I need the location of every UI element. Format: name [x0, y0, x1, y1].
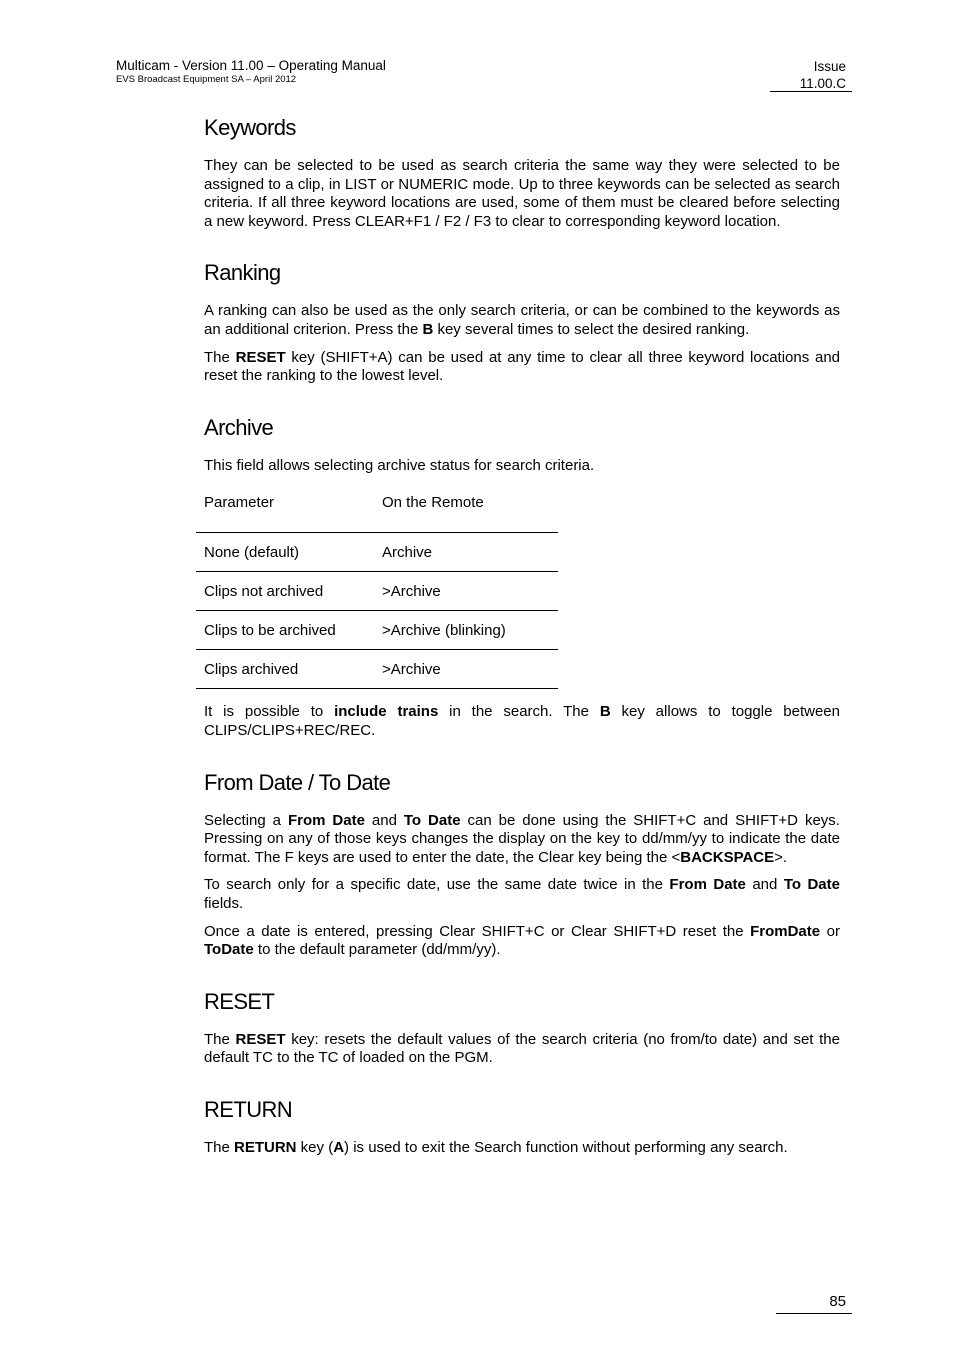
table-row: [196, 533, 558, 572]
return-paragraph: The RETURN key (A) is used to exit the Search function without performing any search.: [204, 1138, 788, 1156]
table-cell: >Archive: [374, 650, 558, 689]
page-number: 85: [829, 1293, 846, 1310]
page-content: [204, 114, 840, 1185]
section-ranking: [204, 259, 840, 385]
issue-label: Issue: [813, 59, 846, 74]
heading-ranking: Ranking: [204, 260, 281, 286]
publisher-line: EVS Broadcast Equipment SA – April 2012: [116, 74, 297, 85]
table-cell: Archive: [374, 533, 558, 572]
table-row: [196, 572, 558, 611]
table-row: [196, 611, 558, 650]
dates-paragraph-2: To search only for a specific date, use the same date twice in the From Date and To Date fields.: [204, 876, 840, 912]
heading-keywords: Keywords: [204, 115, 296, 140]
manual-title: Multicam - Version 11.00 – Operating Manual: [116, 58, 386, 73]
table-cell: None (default): [196, 533, 374, 572]
section-dates: [204, 769, 840, 960]
section-keywords: [204, 114, 840, 231]
table-cell: Clips to be archived: [196, 611, 374, 650]
heading-reset: RESET: [204, 988, 275, 1014]
section-archive: [204, 414, 840, 741]
heading-dates: From Date / To Date: [204, 769, 391, 795]
column-header: On the Remote: [374, 487, 558, 533]
ranking-paragraph-2: The RESET key (SHIFT+A) can be used at any time to clear all three keyword locations and reset the ranking to the lowest level.: [204, 348, 841, 385]
table-cell: Clips not archived: [196, 572, 374, 611]
table-header-row: [196, 487, 558, 533]
section-return: [204, 1096, 840, 1158]
archive-table: [196, 487, 558, 689]
page-header: [116, 58, 386, 86]
footer-rule: [776, 1313, 852, 1314]
dates-paragraph-3: Once a date is entered, pressing Clear SHIFT+C or Clear SHIFT+D reset the FromDate or ToDate to the default parameter (dd/mm/yy).: [204, 922, 840, 959]
table-cell: Clips archived: [196, 650, 374, 689]
ranking-paragraph-1: A ranking can also be used as the only search criteria, or can be combined to the keywords as an additional criterion. Press the B key several times to select the desired ranking.: [204, 302, 840, 338]
archive-intro: This field allows selecting archive status for search criteria.: [204, 456, 595, 474]
issue-block: [800, 58, 846, 92]
dates-paragraph-1: Selecting a From Date and To Date can be done using the SHIFT+C and SHIFT+D keys. Pressing on any of those keys changes the display on the key to dd/mm/yy to indicate the date format. The F keys are used to enter the date, the Clear key being the <BACKSPACE>.: [204, 811, 840, 866]
table-cell: >Archive (blinking): [374, 611, 558, 650]
heading-return: RETURN: [204, 1096, 293, 1122]
issue-number: 11.00.C: [799, 76, 846, 91]
table-row: [196, 650, 558, 689]
reset-paragraph: The RESET key: resets the default values of the search criteria (no from/to date) and set the default TC to the TC of loaded on the PGM.: [204, 1030, 840, 1067]
keywords-paragraph: They can be selected to be used as search criteria the same way they were selected to be assigned to a clip, in LIST or NUMERIC mode. Up to three keywords can be selected as search criteria. If all three keyword locations are used, some of them must be cleared before selecting a new keyword. Press CLEAR+F1 / F2 / F3 to clear to corresponding keyword location.: [204, 157, 840, 230]
section-reset: [204, 988, 840, 1068]
table-cell: >Archive: [374, 572, 558, 611]
column-header: Parameter: [196, 487, 374, 533]
heading-archive: Archive: [204, 414, 274, 440]
header-rule: [770, 91, 852, 92]
archive-trains-paragraph: It is possible to include trains in the search. The B key allows to toggle between CLIPS/CLIPS+REC/REC.: [204, 703, 840, 739]
